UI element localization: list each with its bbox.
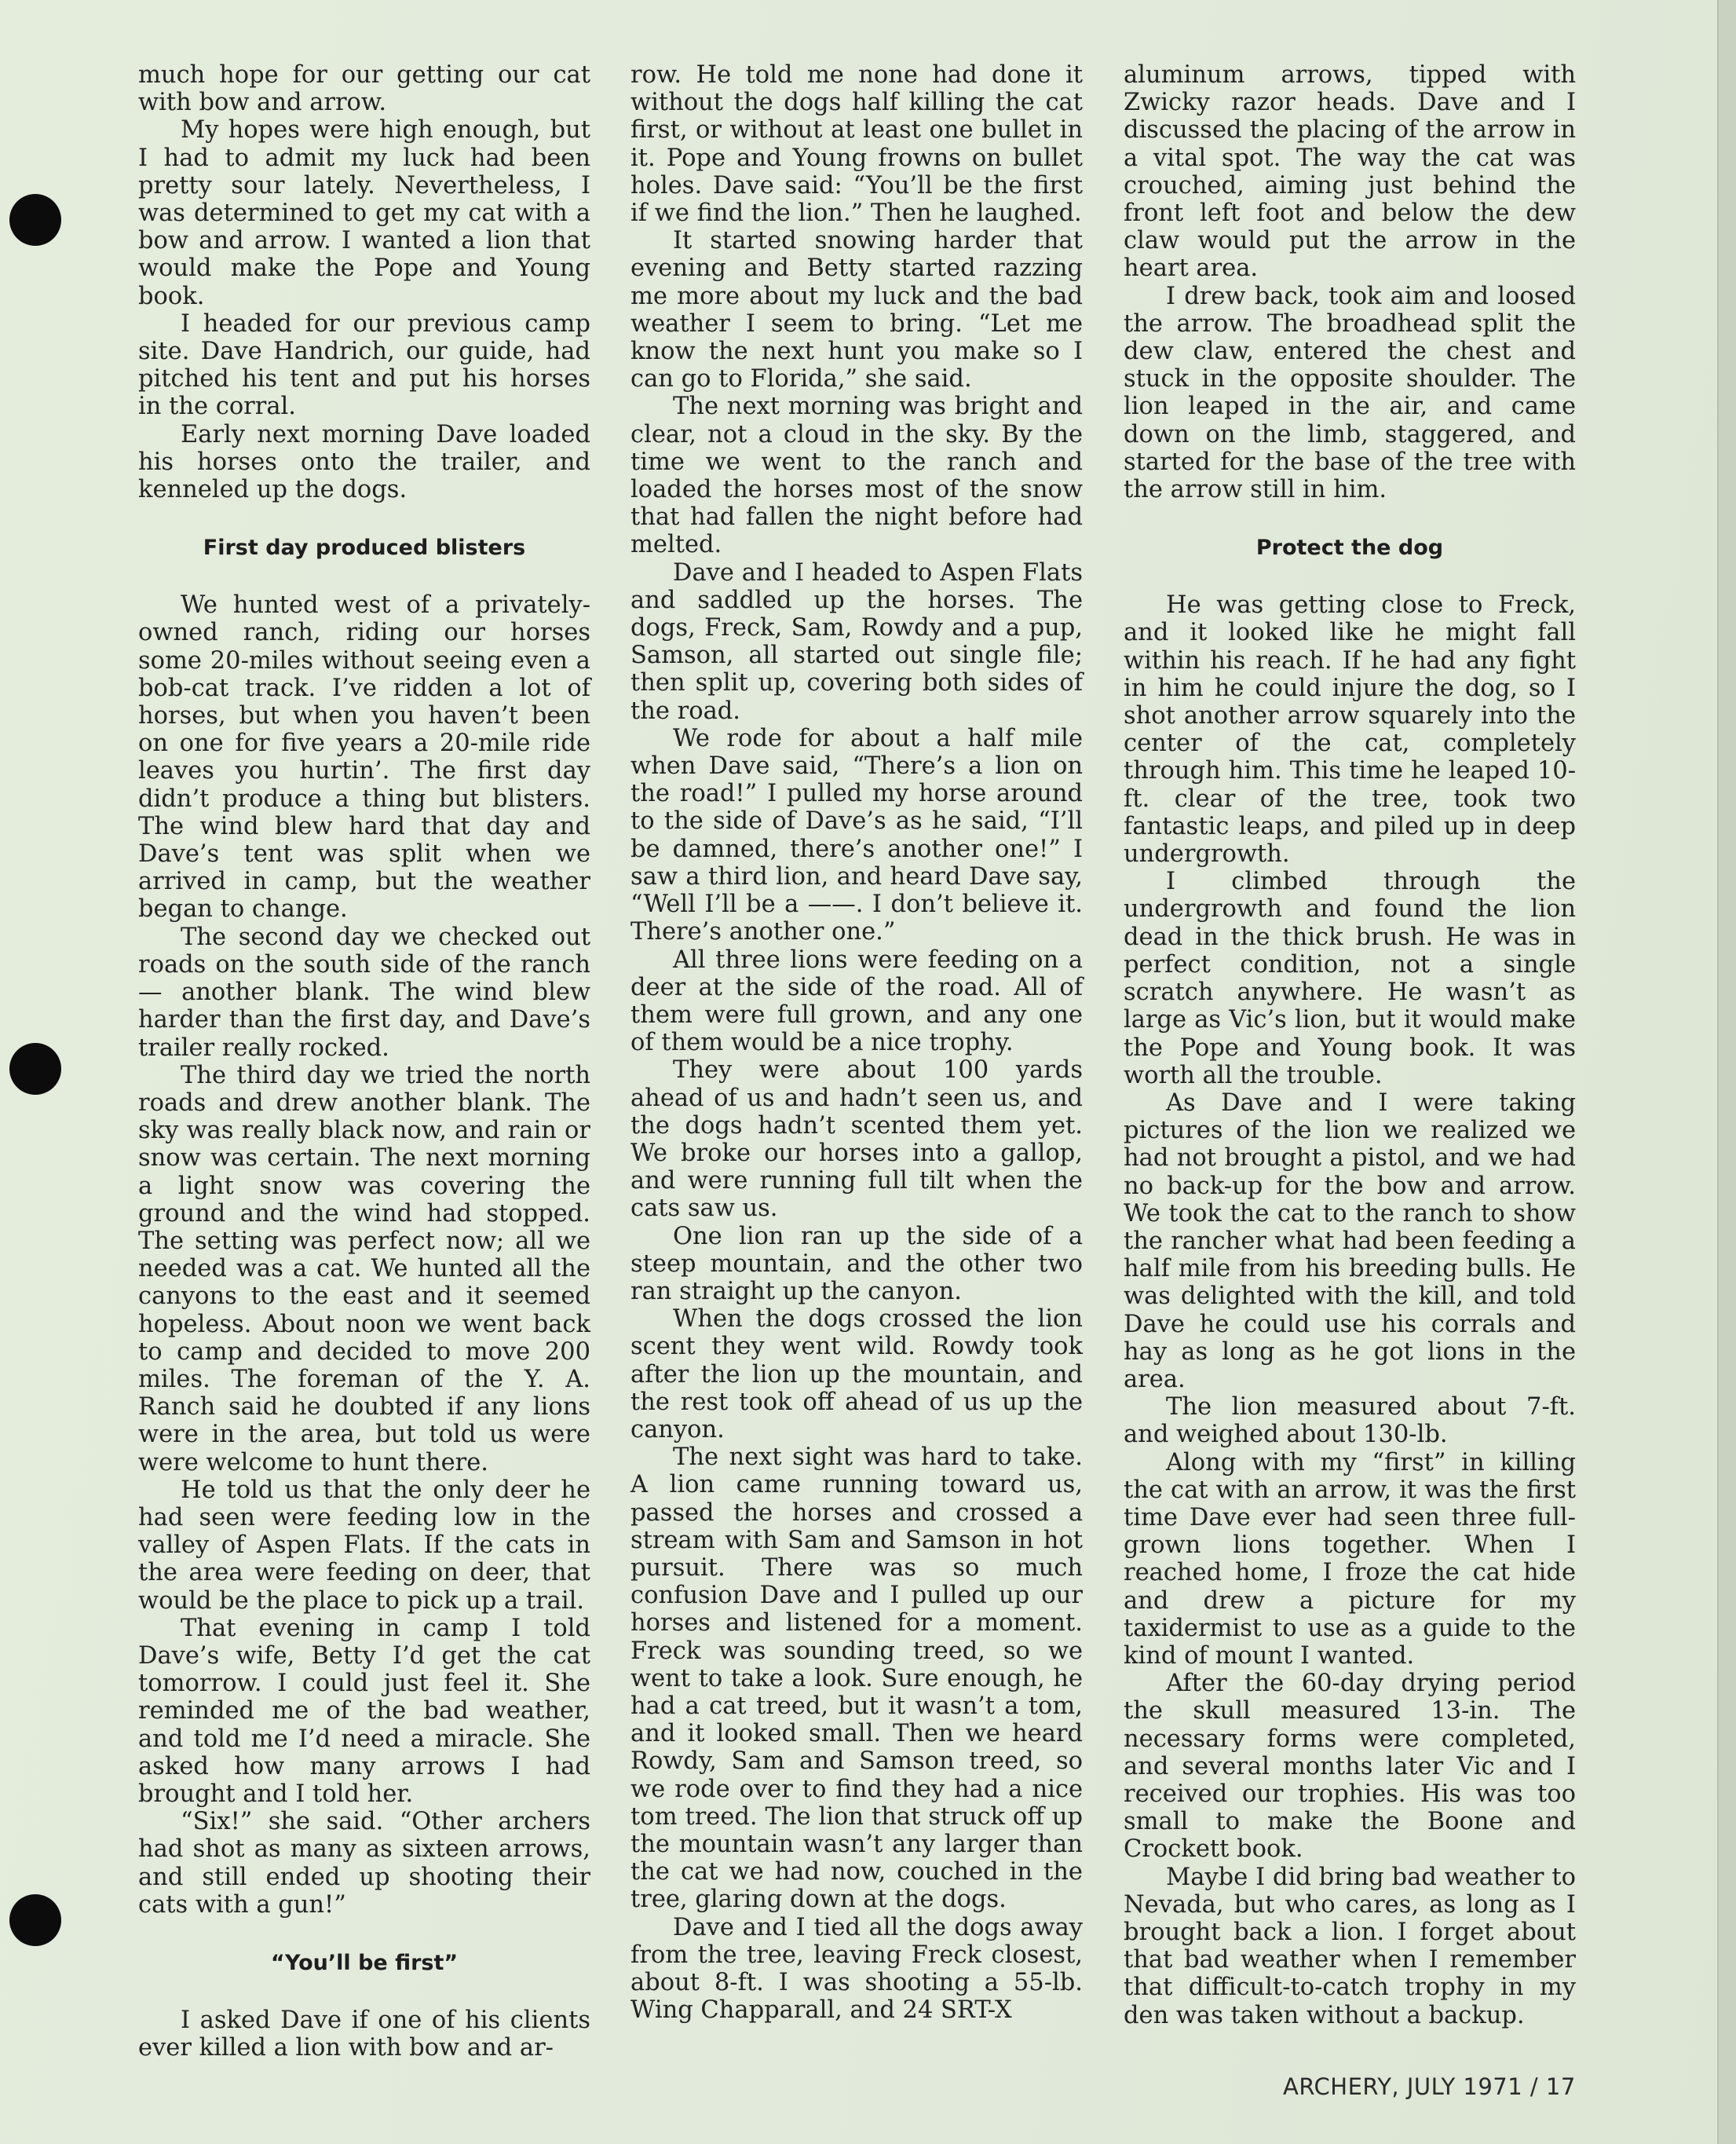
paragraph: We rode for about a half mile when Dave said, “There’s a lion on the road!” I pulled my horse around to the side of Dave’s as he said, “I’ll be damned, there’s another one!” I saw a third lion, and heard Dave say, “Well I’ll be a ——. I don’t believe it. There’s another one.” — [630, 724, 1083, 946]
paragraph: Dave and I tied all the dogs away from the tree, leaving Freck closest, about 8-ft. I was shooting a 55-lb. Wing Chapparall, and 24 SRT-X — [630, 1913, 1083, 2025]
paragraph: Maybe I did bring bad weather to Nevada, but who cares, as long as I brought back a lion. I forget about that bad weather when I remember that difficult-to-catch trophy in my den was taken without a backup. — [1124, 1863, 1576, 2029]
paragraph: He told us that the only deer he had seen were feeding low in the valley of Aspen Flats. If the cats in the area were feeding on deer, that would be the place to pick up a trail. — [138, 1476, 590, 1615]
punch-hole-bottom — [9, 1894, 61, 1946]
paragraph: After the 60-day drying period the skull measured 13-in. The necessary forms were completed, and several months later Vic and I received our trophies. His was too small to make the Boone and Crockett book. — [1124, 1670, 1576, 1864]
paragraph: row. He told me none had done it without the dogs half killing the cat first, or without at least one bullet in it. Pope and Young frowns on bullet holes. Dave said: “You’ll be the first if we find the lion.” Then he laughed. — [630, 61, 1083, 228]
paragraph: aluminum arrows, tipped with Zwicky razor heads. Dave and I discussed the placing of the arrow in a vital spot. The way the cat was crouched, aiming just behind the front left foot and below the dew claw would put the arrow in the heart area. — [1124, 61, 1576, 283]
paragraph: We hunted west of a privately-owned ranch, riding our horses some 20-miles without seeing even a bob-cat track. I’ve ridden a lot of horses, but when you haven’t been on one for five years a 20-mile ride leaves you hurtin’. The first day didn’t produce a thing but blisters. The wind blew hard that day and Dave’s tent was split when we arrived in camp, but the weather began to change. — [138, 591, 590, 924]
paragraph: The next sight was hard to take. A lion came running toward us, passed the horses and crossed a stream with Sam and Samson in hot pursuit. There was so much confusion Dave and I pulled up our horses and listened for a moment. Freck was sounding treed, so we went to take a look. Sure enough, he had a cat treed, but it wasn’t a tom, and it looked small. Then we heard Rowdy, Sam and Samson treed, so we rode over to find they had a nice tom treed. The lion that struck off up the mountain wasn’t any larger than the cat we had now, couched in the tree, glaring down at the dogs. — [630, 1443, 1083, 1914]
paragraph: The second day we checked out roads on the south side of the ranch — another blank. The wind blew harder than the first day, and Dave’s trailer really rocked. — [138, 923, 590, 1062]
paragraph: I drew back, took aim and loosed the arrow. The broadhead split the dew claw, entered the chest and stuck in the opposite shoulder. The lion leaped in the air, and came down on the limb, staggered, and started for the base of the tree with the arrow still in him. — [1124, 282, 1576, 504]
paragraph: One lion ran up the side of a steep mountain, and the other two ran straight up the canyon. — [630, 1222, 1083, 1305]
paragraph: He was getting close to Freck, and it looked like he might fall within his reach. If he had any fight in him he could injure the dog, so I shot another arrow squarely into the center of the cat, completely through him. This time he leaped 10-ft. clear of the tree, took two fantastic leaps, and piled up in deep undergrowth. — [1124, 591, 1576, 869]
text-column-2 — [630, 61, 1083, 2024]
paragraph: much hope for our getting our cat with bow and arrow. — [138, 61, 590, 117]
paragraph: That evening in camp I told Dave’s wife, Betty I’d get the cat tomorrow. I could just feel it. She reminded me of the bad weather, and told me I’d need a miracle. She asked how many arrows I had brought and I told her. — [138, 1614, 590, 1808]
text-column-1 — [138, 61, 590, 2062]
subheading: Protect the dog — [1255, 536, 1444, 561]
paragraph: The next morning was bright and clear, not a cloud in the sky. By the time we went to the ranch and loaded the horses most of the snow that had fallen the night before had melted. — [630, 393, 1083, 559]
paragraph: All three lions were feeding on a deer at the side of the road. All of them were full grown, and any one of them would be a nice trophy. — [630, 946, 1083, 1057]
paragraph: My hopes were high enough, but I had to admit my luck had been pretty sour lately. Nevertheless, I was determined to get my cat with a bow and arrow. I wanted a lion that would make the Pope and Young book. — [138, 116, 590, 310]
paragraph: Along with my “first” in killing the cat with an arrow, it was the first time Dave ever had seen three full-grown lions together. When I reached home, I froze the cat hide and drew a picture for my taxidermist to use as a guide to the kind of mount I wanted. — [1124, 1448, 1576, 1670]
paragraph: As Dave and I were taking pictures of the lion we realized we had not brought a pistol, and we had no back-up for the bow and arrow. We took the cat to the ranch to show the rancher what had been feeding a half mile from his breeding bulls. He was delighted with the kill, and told Dave he could use his corrals and hay as long as he got lions in the area. — [1124, 1088, 1576, 1393]
paragraph: Early next morning Dave loaded his horses onto the trailer, and kenneled up the dogs. — [138, 420, 590, 504]
page-edge — [1717, 0, 1736, 2144]
paragraph: “Six!” she said. “Other archers had shot as many as sixteen arrows, and still ended up shooting their cats with a gun!” — [138, 1808, 590, 1919]
paragraph: Dave and I headed to Aspen Flats and saddled up the horses. The dogs, Freck, Sam, Rowdy and a pup, Samson, all started out single file; then split up, covering both sides of the road. — [630, 558, 1083, 725]
subheading: First day produced blisters — [203, 536, 526, 561]
paragraph: They were about 100 yards ahead of us and hadn’t seen us, and the dogs hadn’t scented them yet. We broke our horses into a gallop, and were running full tilt when the cats saw us. — [630, 1056, 1083, 1223]
paragraph: I asked Dave if one of his clients ever killed a lion with bow and ar- — [138, 2007, 590, 2062]
paragraph: When the dogs crossed the lion scent they went wild. Rowdy took after the lion up the mountain, and the rest took off ahead of us up the canyon. — [630, 1305, 1083, 1443]
punch-hole-middle — [9, 1043, 61, 1095]
text-column-3 — [1124, 61, 1576, 2029]
paragraph: The lion measured about 7-ft. and weighed about 130-lb. — [1124, 1393, 1576, 1449]
subheading: “You’ll be first” — [270, 1951, 459, 1975]
paragraph: I climbed through the undergrowth and found the lion dead in the thick brush. He was in perfect condition, not a single scratch anywhere. He wasn’t as large as Vic’s lion, but it would make the Pope and Young book. It was worth all the trouble. — [1124, 868, 1576, 1089]
paragraph: The third day we tried the north roads and drew another blank. The sky was really black now, and rain or snow was certain. The next morning a light snow was covering the ground and the wind had stopped. The setting was perfect now; all we needed was a cat. We hunted all the canyons to the east and it seemed hopeless. About noon we went back to camp and decided to move 200 miles. The foreman of the Y. A. Ranch said he doubted if any lions were in the area, but told us were were welcome to hunt there. — [138, 1061, 590, 1476]
page-footer: ARCHERY, JULY 1971 / 17 — [1283, 2073, 1576, 2100]
paragraph: I headed for our previous camp site. Dave Handrich, our guide, had pitched his tent and put his horses in the corral. — [138, 309, 590, 421]
punch-hole-top — [9, 194, 61, 246]
paragraph: It started snowing harder that evening and Betty started razzing me more about my luck and the bad weather I seem to bring. “Let me know the next hunt you make so I can go to Florida,” she said. — [630, 227, 1083, 393]
